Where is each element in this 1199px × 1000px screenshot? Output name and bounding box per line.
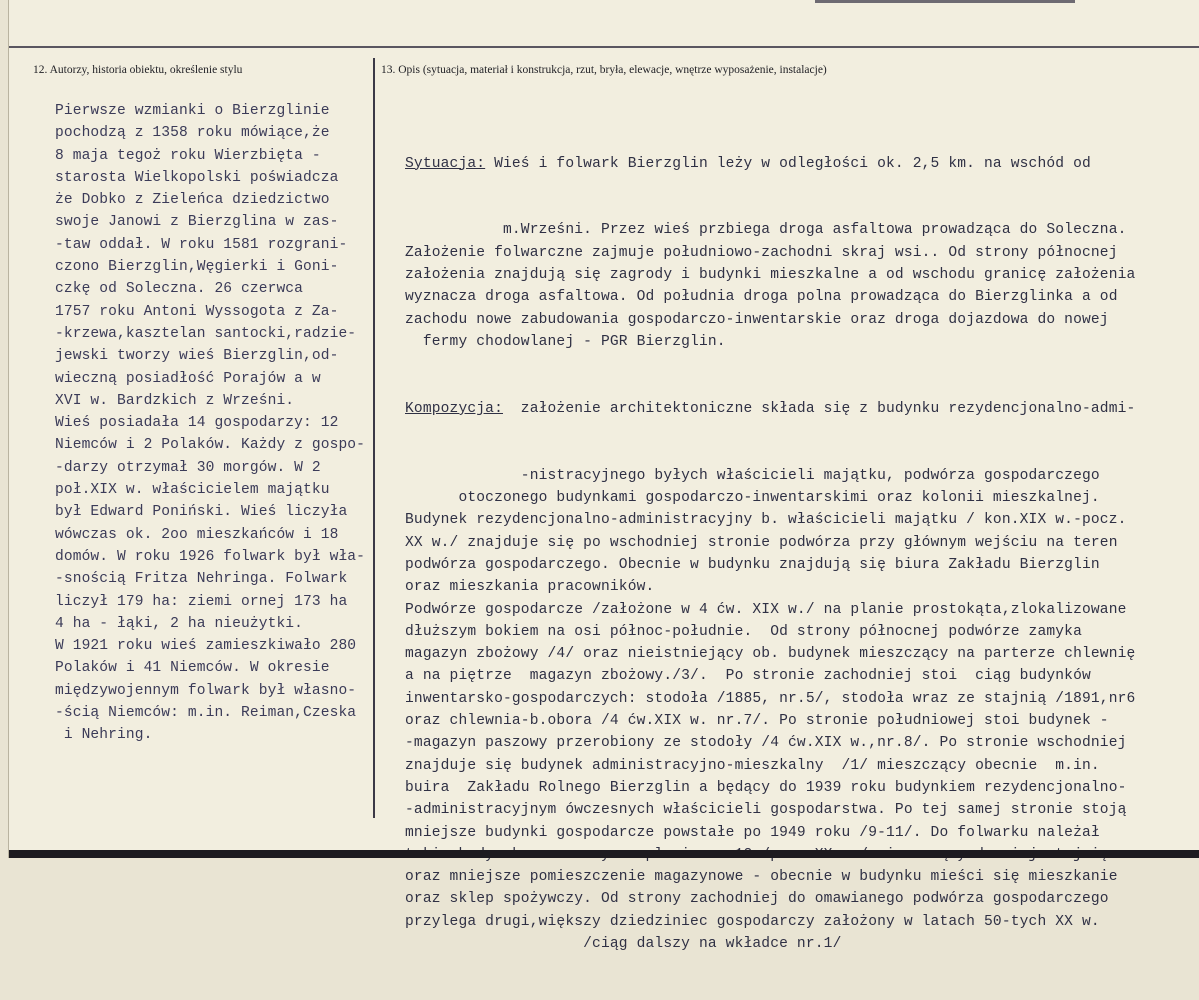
sytuacja-line: zachodu nowe zabudowania gospodarczo-inwentarskie oraz droga dojazdowa do nowej [405,311,1109,328]
bottom-edge-bar [9,850,1199,858]
history-line: domów. W roku 1926 folwark był wła- [55,548,366,565]
history-line: pochodzą z 1358 roku mówiące,że [55,125,330,142]
description-line: mniejsze budynki gospodarcze powstałe po 1949 roku /9-11/. Do folwarku należał [405,824,1100,841]
sytuacja-first-text: Wieś i folwark Bierzglin leży w odległości ok. 2,5 km. na wschód od [485,155,1091,172]
history-line: Wieś posiadała 14 gospodarzy: 12 [55,415,339,432]
history-line: jewski tworzy wieś Bierzglin,od- [55,348,339,365]
document-sheet [8,0,1199,952]
description-line: -administracyjnym ówczesnych właścicieli gospodarstwa. Po tej samej stronie stoją [405,802,1127,819]
history-line: 1757 roku Antoni Wyssogota z Za- [55,303,339,320]
history-line: -darzy otrzymał 30 morgów. W 2 [55,459,321,476]
section-13-header: 13. Opis (sytuacja, materiał i konstrukcja, rzut, bryła, elewacje, wnętrze wyposażenie, instalacje) [381,64,827,76]
sytuacja-line: Założenie folwarczne zajmuje południowo-zachodni skraj wsi.. Od strony północnej [405,244,1118,261]
history-line: międzywojennym folwark był własno- [55,682,357,699]
sytuacja-line: fermy chodowlanej - PGR Bierzglin. [405,333,726,350]
section-12-header: 12. Autorzy, historia obiektu, określenie stylu [33,64,243,76]
top-edge-mark [815,0,1075,3]
column-divider [373,58,375,818]
history-line: 4 ha - łąki, 2 ha nieużytki. [55,615,304,632]
history-line: swoje Janowi z Bierzglina w zas- [55,214,339,231]
sytuacja-line: wyznacza droga asfaltowa. Od południa droga polna prowadząca do Bierzglinka a od [405,289,1118,306]
description-line: magazyn zbożowy /4/ oraz nieistniejący ob. budynek mieszczący na parterze chlewnię [405,646,1136,663]
history-line: i Nehring. [55,727,153,744]
history-line: Pierwsze wzmianki o Bierzglinie [55,103,330,119]
history-line: czkę od Soleczna. 26 czerwca [55,281,304,298]
description-line: oraz mieszkania pracowników. [405,579,655,596]
history-line: -taw oddał. W roku 1581 rozgrani- [55,236,348,253]
sytuacja-line: m.Wrześni. Przez wieś przbiega droga asfaltowa prowadząca do Soleczna. [405,222,1127,239]
top-rule [9,46,1199,48]
description-line: podwórza gospodarczego. Obecnie w budynku znajdują się biura Zakładu Bierzglin [405,556,1100,573]
history-line: poł.XIX w. właścicielem majątku [55,482,330,499]
description-line: otoczonego budynkami gospodarczo-inwentarskimi oraz kolonii mieszkalnej. [405,490,1100,507]
description-line: inwentarsko-gospodarczych: stodoła /1885, nr.5/, stodoła wraz ze stajnią /1891,nr6 [405,690,1136,707]
history-text [55,100,371,747]
history-line: liczył 179 ha: ziemi ornej 173 ha [55,593,348,610]
sytuacja-line: założenia znajdują się zagrody i budynki mieszkalne a od wschodu granicę założenia [405,267,1136,284]
sytuacja-lines [405,219,1199,353]
history-line: 8 maja tegoż roku Wierzbięta - [55,147,321,164]
description-line: znajduje się budynek administracyjno-mieszkalny /1/ mieszczący obecnie m.in. [405,757,1100,774]
kompozycja-label: Kompozycja: [405,400,503,417]
description-line: oraz mniejsze pomieszczenie magazynowe - obecnie w budynku mieści się mieszkanie [405,869,1118,886]
history-line: -snością Fritza Nehringa. Folwark [55,571,348,588]
description-line: Budynek rezydencjonalno-administracyjny b. właścicieli majątku / kon.XIX w.-pocz. [405,512,1127,529]
kompozycja-first-text: założenie architektoniczne składa się z budynku rezydencjonalno-admi- [502,400,1136,417]
kompozycja-first-line [405,398,1199,420]
history-line: XVI w. Bardzkich z Wrześni. [55,392,295,409]
description-line: Podwórze gospodarcze /założone w 4 ćw. XIX w./ na planie prostokąta,zlokalizowane [405,601,1127,618]
sytuacja-label: Sytuacja: [405,155,486,172]
sytuacja-first-line [405,153,1199,175]
history-line: Polaków i 41 Niemców. W okresie [55,660,330,677]
description-text [405,108,1199,1000]
description-line: -magazyn paszowy przerobiony ze stodoły /4 ćw.XIX w.,nr.8/. Po stronie wschodniej [405,735,1127,752]
history-line: -krzewa,kasztelan santocki,radzie- [55,325,357,342]
history-line: czono Bierzglin,Węgierki i Goni- [55,259,339,276]
description-line: -nistracyjnego byłych właścicieli majątku, podwórza gospodarczego [405,467,1100,484]
history-line: Niemców i 2 Polaków. Każdy z gospo- [55,437,366,454]
history-line: starosta Wielkopolski poświadcza [55,169,339,186]
description-line: oraz sklep spożywczy. Od strony zachodniej do omawianego podwórza gospodarczego [405,891,1109,908]
description-line: /ciąg dalszy na wkładce nr.1/ [405,935,842,952]
description-line: buira Zakładu Rolnego Bierzglin a będący do 1939 roku budynkiem rezydencjonalno- [405,779,1127,796]
description-line: a na piętrze magazyn zbożowy./3/. Po stronie zachodniej stoi ciąg budynków [405,668,1091,685]
history-line: W 1921 roku wieś zamieszkiwało 280 [55,638,357,655]
description-line: oraz chlewnia-b.obora /4 ćw.XIX w. nr.7/. Po stronie południowej stoi budynek - [405,713,1109,730]
history-line: że Dobko z Zieleńca dziedzictwo [55,192,330,209]
description-lines [405,465,1199,956]
description-line: XX w./ znajduje się po wschodniej stronie podwórza przy głównym wejściu na teren [405,534,1118,551]
history-line: wówczas ok. 2oo mieszkańców i 18 [55,526,339,543]
history-line: był Edward Poniński. Wieś liczyła [55,504,348,521]
history-line: wieczną posiadłość Porajów a w [55,370,321,387]
description-line: dłuższym bokiem na osi północ-południe. Od strony północnej podwórze zamyka [405,623,1082,640]
history-line: -ścią Niemców: m.in. Reiman,Czeska [55,705,357,722]
description-line: przylega drugi,większy dziedziniec gospodarczy założony w latach 50-tych XX w. [405,913,1100,930]
